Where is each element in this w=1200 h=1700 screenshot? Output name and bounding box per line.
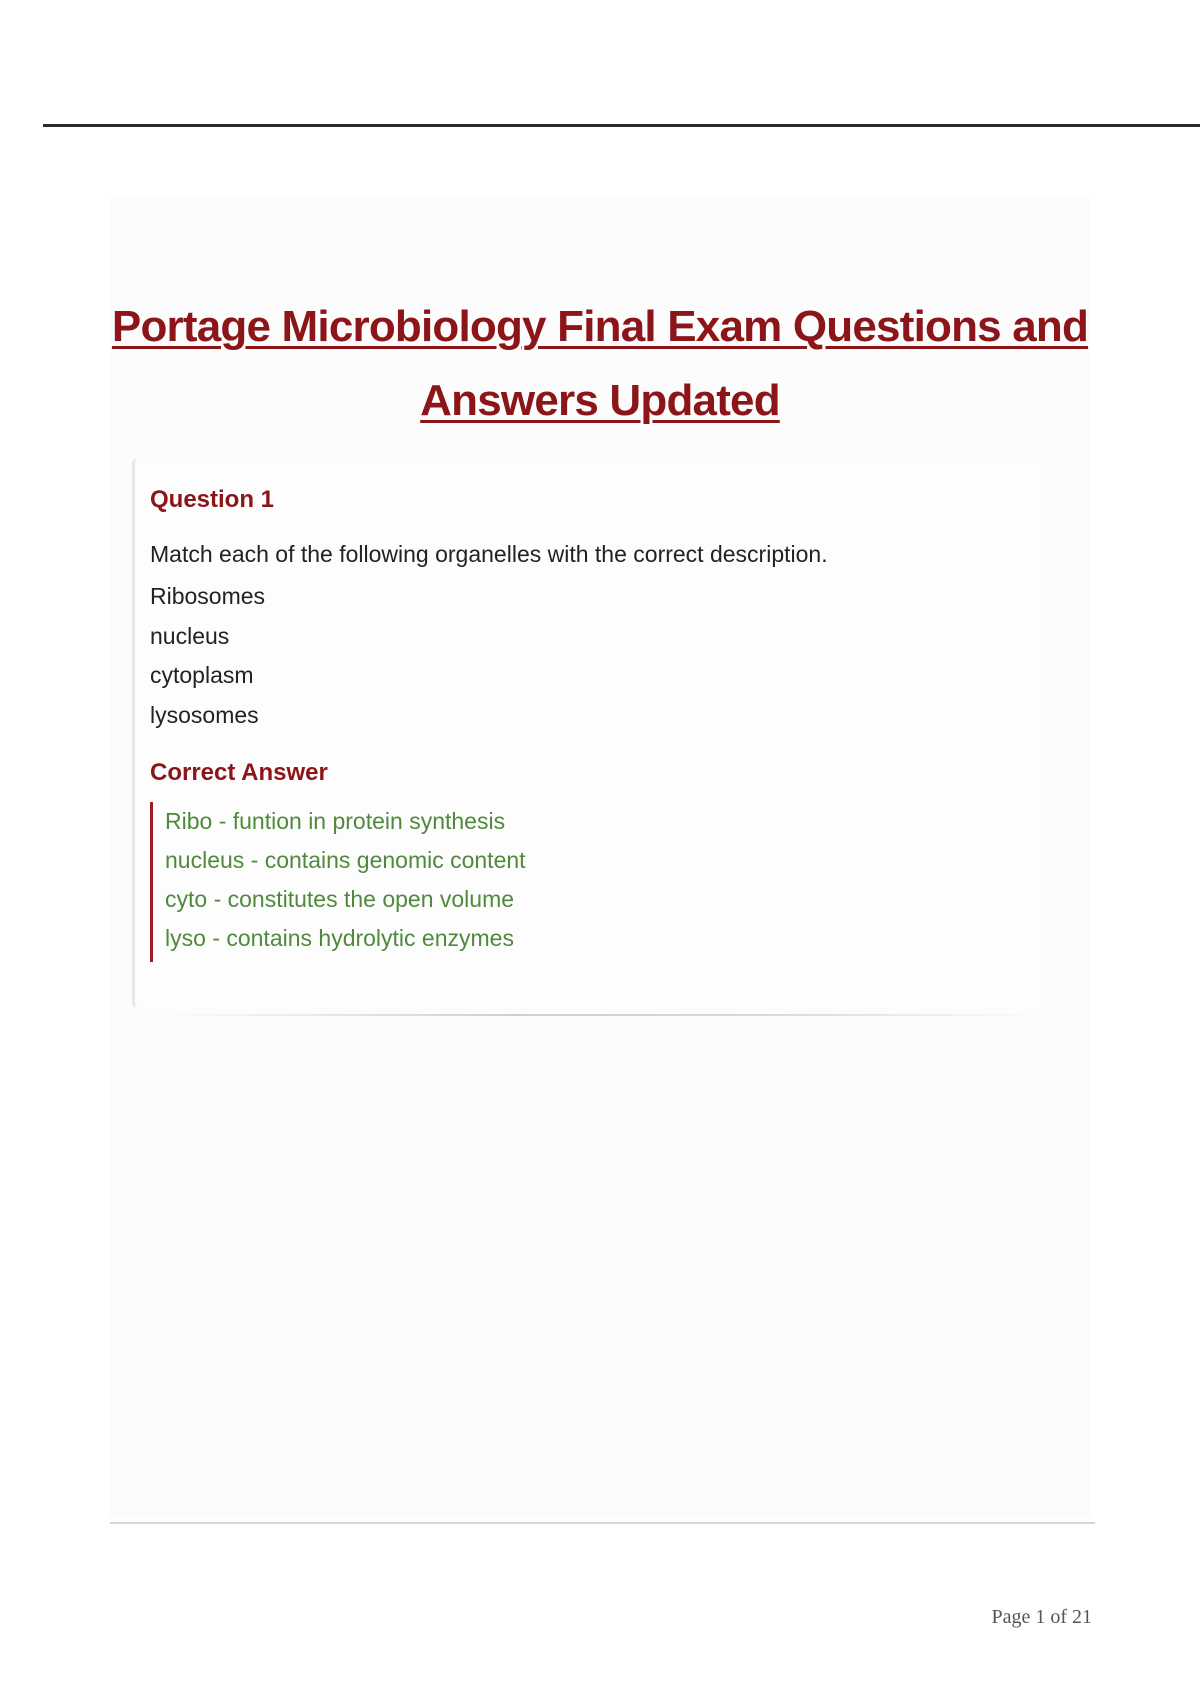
option-item: Ribosomes (150, 583, 266, 609)
correct-answer-heading: Correct Answer (150, 759, 328, 786)
question-options (150, 577, 265, 735)
answer-item: cyto - constitutes the open volume (165, 886, 515, 912)
option-item: nucleus (150, 622, 230, 649)
answer-item: nucleus - contains genomic content (165, 847, 526, 873)
question-prompt: Match each of the following organelles with the correct description. (150, 541, 828, 567)
question-heading: Question 1 (150, 486, 275, 513)
option-item: cytoplasm (150, 662, 254, 688)
top-rule (43, 124, 1200, 127)
option-item: lysosomes (150, 701, 259, 728)
page-number: Page 1 of 21 (991, 1606, 1092, 1628)
card-divider (160, 1014, 1040, 1016)
answer-item: lyso - contains hydrolytic enzymes (165, 925, 514, 951)
correct-answer-block (150, 802, 750, 962)
answer-item: Ribo - funtion in protein synthesis (165, 808, 506, 834)
document-title: Portage Microbiology Final Exam Questions and Answers Updated (111, 302, 1089, 425)
footer-rule (110, 1522, 1095, 1524)
